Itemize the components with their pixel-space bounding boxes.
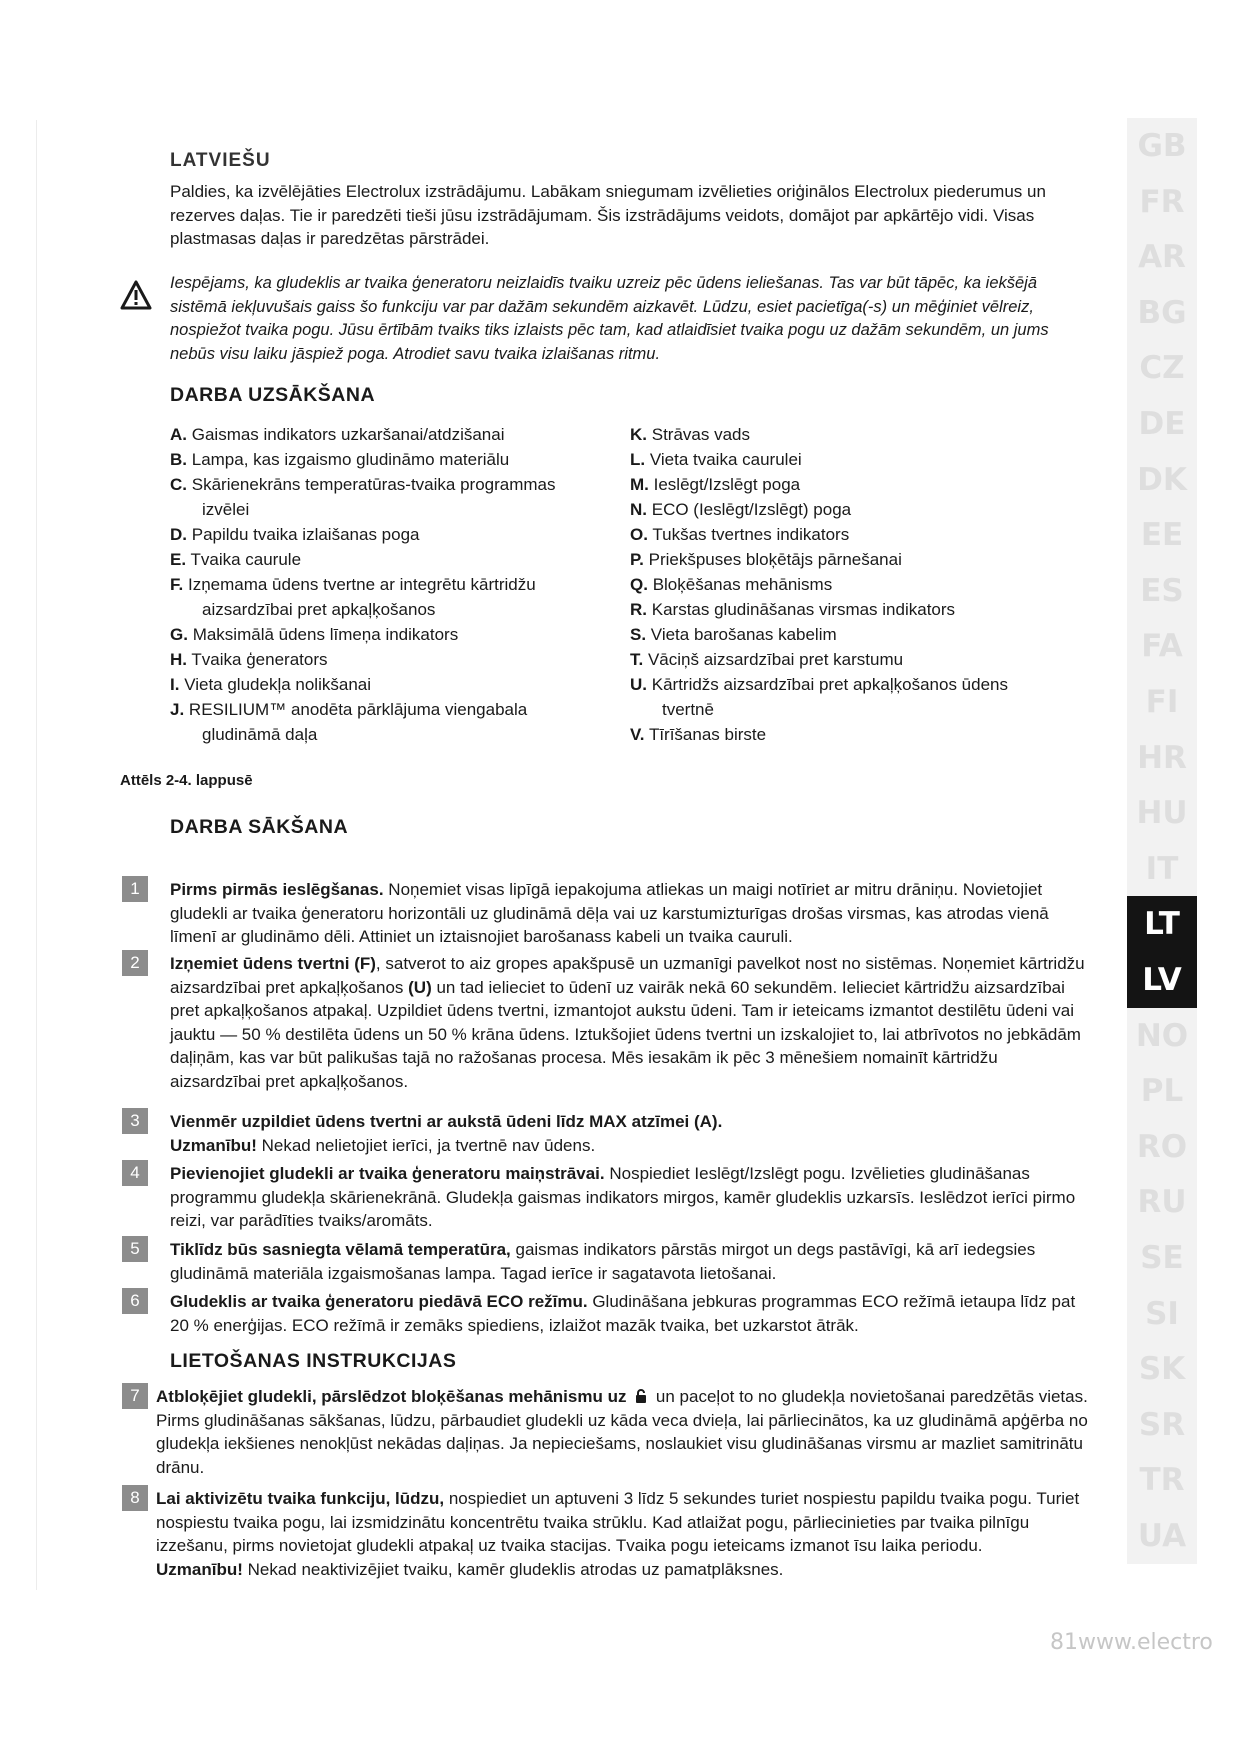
part-item xyxy=(630,722,1090,747)
part-letter: K. xyxy=(630,425,647,444)
part-item xyxy=(630,497,1090,522)
language-tab-es[interactable]: ES xyxy=(1140,572,1184,609)
part-item xyxy=(630,522,1090,547)
step-7 xyxy=(156,1385,1096,1479)
usage-title: LIETOŠANAS INSTRUKCIJAS xyxy=(170,1350,457,1372)
part-letter: R. xyxy=(630,600,647,619)
step-8-warning-label: Uzmanību! xyxy=(156,1559,243,1579)
language-tab-tr[interactable]: TR xyxy=(1139,1462,1185,1499)
step-3-bold: Vienmēr uzpildiet ūdens tvertni ar aukstā ūdeni līdz MAX atzīmei (A). xyxy=(170,1112,723,1131)
part-item xyxy=(170,422,610,447)
part-text: Tīrīšanas birste xyxy=(648,725,767,744)
part-letter: U. xyxy=(630,675,647,694)
step-6-bold: Gludeklis ar tvaika ģeneratoru piedāvā ECO režīmu. xyxy=(170,1292,588,1311)
step-5 xyxy=(170,1238,1090,1285)
part-text: Izņemama ūdens tvertne ar integrētu kārtridžu xyxy=(187,575,536,594)
language-tab-si[interactable]: SI xyxy=(1145,1295,1179,1332)
step-3-bold-2: Uzmanību! xyxy=(170,1135,257,1155)
part-letter: H. xyxy=(170,650,187,669)
part-item xyxy=(630,647,1090,672)
part-text-continued: izvēlei xyxy=(202,500,250,519)
getting-started-title: DARBA UZSĀKŠANA xyxy=(170,384,376,406)
part-item xyxy=(630,597,1090,622)
part-letter: A. xyxy=(170,425,187,444)
part-item xyxy=(630,547,1090,572)
part-text: ECO (Ieslēgt/Izslēgt) poga xyxy=(651,500,852,519)
language-tab-lt[interactable]: LT xyxy=(1127,896,1197,952)
step-8-bold: Lai aktivizētu tvaika funkciju, lūdzu, xyxy=(156,1489,445,1508)
part-item xyxy=(170,447,610,472)
language-tab-ro[interactable]: RO xyxy=(1136,1128,1188,1165)
step-5-bold: Tiklīdz būs sasniegta vēlamā temperatūra, xyxy=(170,1240,511,1259)
part-letter: T. xyxy=(630,650,644,669)
step-number-2: 2 xyxy=(122,950,148,976)
step-number-5: 5 xyxy=(122,1236,148,1262)
part-letter: G. xyxy=(170,625,188,644)
language-tab-de[interactable]: DE xyxy=(1138,406,1186,442)
step-7-bold: Atbloķējiet gludekli, pārslēdzot bloķēšanas mehānismu uz xyxy=(156,1387,627,1406)
warning-icon xyxy=(120,280,152,310)
language-tab-bar xyxy=(1127,118,1197,1564)
language-tab-lv[interactable]: LV xyxy=(1127,952,1197,1008)
part-text: Strāvas vads xyxy=(651,425,750,444)
part-item xyxy=(630,472,1090,497)
language-tab-ee[interactable]: EE xyxy=(1140,517,1184,554)
part-letter: S. xyxy=(630,625,647,644)
step-3 xyxy=(170,1110,1090,1157)
step-number-7: 7 xyxy=(122,1383,148,1409)
language-tab-sr[interactable]: SR xyxy=(1138,1406,1186,1443)
step-6 xyxy=(170,1290,1090,1337)
part-letter: O. xyxy=(630,525,648,544)
part-letter: E. xyxy=(170,550,187,569)
part-text: Skārienekrāns temperatūras-tvaika programmas xyxy=(191,475,556,494)
part-item xyxy=(630,422,1090,447)
step-number-4: 4 xyxy=(122,1160,148,1186)
part-text: Vieta barošanas kabelim xyxy=(650,625,837,644)
language-tab-no[interactable]: NO xyxy=(1135,1017,1189,1054)
part-text-continued: tvertnē xyxy=(662,700,714,719)
language-tab-gb[interactable]: GB xyxy=(1137,128,1187,164)
part-item xyxy=(170,572,610,597)
part-text: Bloķēšanas mehānisms xyxy=(652,575,833,594)
language-tab-pl[interactable]: PL xyxy=(1140,1073,1184,1110)
part-text: Ieslēgt/Izslēgt poga xyxy=(653,475,801,494)
step-1-bold: Pirms pirmās ieslēgšanas. xyxy=(170,880,384,899)
section-title: LATVIEŠU xyxy=(170,150,271,171)
step-3-text-2: Nekad nelietojiet ierīci, ja tvertnē nav ūdens. xyxy=(256,1135,596,1155)
step-number-1: 1 xyxy=(122,876,148,902)
part-letter: L. xyxy=(630,450,646,469)
language-tab-ru[interactable]: RU xyxy=(1137,1184,1187,1221)
step-8-warning-text: Nekad neaktivizējiet tvaiku, kamēr gludeklis atrodas uz pamatplāksnes. xyxy=(242,1559,784,1579)
part-text: Gaismas indikators uzkaršanai/atdzišanai xyxy=(191,425,505,444)
parts-list-right xyxy=(630,422,1090,747)
part-item xyxy=(630,572,1090,597)
step-2-bold-2: (U) xyxy=(408,977,432,997)
step-4-bold: Pievienojiet gludekli ar tvaika ģeneratoru maiņstrāvai. xyxy=(170,1164,605,1183)
part-text-continued: gludināmā daļa xyxy=(202,725,318,744)
part-item xyxy=(630,672,1090,697)
part-text: Vieta gludekļa nolikšanai xyxy=(184,675,372,694)
part-item xyxy=(170,672,610,697)
language-tab-fi[interactable]: FI xyxy=(1145,684,1179,720)
part-text: Kārtridžs aizsardzībai pret apkaļķošanos ūdens xyxy=(651,675,1008,694)
part-letter: B. xyxy=(170,450,187,469)
part-letter: N. xyxy=(630,500,647,519)
step-2 xyxy=(170,952,1090,1093)
step-2-text: , satverot to aiz gropes apakšpusē un uzmanīgi pavelkot nost no sistēmas. Noņemiet kārtridžu aizsardzībai pret apkaļķošanos xyxy=(170,954,1085,997)
part-item xyxy=(630,447,1090,472)
page-footer: 81www.electro xyxy=(1050,1630,1213,1655)
part-text-continued: aizsardzībai pret apkaļķošanos xyxy=(202,600,436,619)
part-text: Karstas gludināšanas virsmas indikators xyxy=(651,600,956,619)
step-1 xyxy=(170,878,1090,949)
step-1-text: Noņemiet visas lipīgā iepakojuma atliekas un maigi notīriet ar mitru drāniņu. Novietojiet gludekli ar tvaika ģeneratoru horizontāli uz gludināmā dēļa vai uz karstumizturīgas drošas virsmas, kas atrodas vienā līmenī ar gludināmo dēli. Attiniet un iztaisnojiet barošanass kabeli un tvaika cauruli. xyxy=(170,880,1049,946)
part-letter: I. xyxy=(170,675,180,694)
language-tab-it[interactable]: IT xyxy=(1145,850,1179,887)
step-8-text: nospiediet un aptuveni 3 līdz 5 sekundes turiet nospiestu papildu tvaika pogu. Turiet nospiestu tvaika pogu, lai izsmidzinātu koncentrētu tvaika strūklu. Kad atlaižat pogu, pārliecinieties par tvaika pilnīgu izzešanu, pirms novietojat gludekli atpakaļ uz tvaika stacijas. Tvaika pogu ieteicams izmanot īsu laika periodu. xyxy=(156,1489,1080,1555)
part-text: Priekšpuses bloķētājs pārnešanai xyxy=(648,550,902,569)
figure-reference: Attēls 2-4. lappusē xyxy=(120,772,253,789)
part-letter: C. xyxy=(170,475,187,494)
language-tab-se[interactable]: SE xyxy=(1140,1240,1184,1276)
language-tab-ar[interactable]: AR xyxy=(1138,239,1186,276)
part-letter: M. xyxy=(630,475,649,494)
part-letter: Q. xyxy=(630,575,648,594)
language-tab-sk[interactable]: SK xyxy=(1138,1351,1186,1388)
part-letter: V. xyxy=(630,725,645,744)
parts-list-left xyxy=(170,422,610,747)
part-text: Maksimālā ūdens līmeņa indikators xyxy=(192,625,459,644)
page-edge-rule xyxy=(36,120,37,1590)
part-item xyxy=(630,622,1090,647)
part-text: Tukšas tvertnes indikators xyxy=(652,525,850,544)
language-tab-fr[interactable]: FR xyxy=(1139,183,1185,220)
step-2-text-2: un tad ielieciet to ūdenī uz vairāk nekā 60 sekundēm. Ielieciet kārtridžu aizsardzībai pret apkaļķošanos atpakaļ. Uzpildiet ūdens tvertni, izmantojot aukstu ūdeni. Tam ir ieteicams izmantot destilētu ūdeni vai jauktu — 50 % destilēta ūdens un 50 % krāna ūdens. Iztukšojiet ūdens tvertni un izskalojiet to, lai atbrīvotos no jebkādām daļiņām, kas var būt palikušas tajā no ražošanas procesa. Mēs iesakām ik pēc 3 mēnešiem nomainīt kārtridžu aizsardzībai pret apkaļķošanos. xyxy=(170,977,1081,1091)
part-text: Tvaika ģenerators xyxy=(191,650,328,669)
step-number-8: 8 xyxy=(122,1485,148,1511)
part-text: Vieta tvaika caurulei xyxy=(649,450,802,469)
part-item xyxy=(170,697,610,722)
part-item xyxy=(170,647,610,672)
part-text: Lampa, kas izgaismo gludināmo materiālu xyxy=(191,450,510,469)
step-number-3: 3 xyxy=(122,1108,148,1134)
step-4-text: Nospiediet Ieslēgt/Izslēgt pogu. Izvēlieties gludināšanas programmu gludekļa skārienekrānā. Gludekļa gaismas indikators mirgos, kamēr gludeklis uzkarsīs. Ieslēdzot ierīci pirmo reizi, var parādīties tvaiks/aromāts. xyxy=(170,1164,1076,1230)
unlock-icon xyxy=(635,1389,647,1403)
step-2-bold: Izņemiet ūdens tvertni (F) xyxy=(170,954,376,973)
step-number-6: 6 xyxy=(122,1288,148,1314)
part-text: Tvaika caurule xyxy=(190,550,302,569)
step-8 xyxy=(156,1487,1096,1581)
part-text: Papildu tvaika izlaišanas poga xyxy=(191,525,420,544)
part-letter: J. xyxy=(170,700,185,719)
part-item xyxy=(170,547,610,572)
language-tab-dk[interactable]: DK xyxy=(1137,461,1187,498)
part-letter: F. xyxy=(170,575,184,594)
language-tab-hr[interactable]: HR xyxy=(1137,739,1187,776)
start-title: DARBA SĀKŠANA xyxy=(170,816,349,838)
language-tab-bg[interactable]: BG xyxy=(1137,294,1187,331)
step-4 xyxy=(170,1162,1090,1233)
step-6-text: Gludināšana jebkuras programmas ECO režīmā ietaupa līdz pat 20 % enerģijas. ECO režīmā ir zemāks spiediens, izlaižot mazāk tvaika, bet uzkarstot ātrāk. xyxy=(170,1292,1076,1335)
part-text: Vāciņš aizsardzībai pret karstumu xyxy=(647,650,904,669)
step-5-text: gaismas indikators pārstās mirgot un degs pastāvīgi, kā arī iedegsies gludināmā materiāla izgaismošanas lampa. Tagad ierīce ir sagatavota lietošanai. xyxy=(170,1240,1036,1283)
language-tab-ua[interactable]: UA xyxy=(1137,1518,1187,1554)
step-7-text: un paceļot to no gludekļa novietošanai paredzētās vietas. Pirms gludināšanas sākšanas, lūdzu, pārbaudiet gludekli uz kāda veca dvieļa, lai pārliecinātos, ka uz gludināmā apģērba no gludekļa iekšienes nenokļūst nekādas daļiņas. Ja nepieciešams, noslaukiet visu gludināšanas virsmu ar mazliet samitrinātu drānu. xyxy=(156,1387,1088,1477)
language-tab-cz[interactable]: CZ xyxy=(1139,350,1185,387)
language-tab-hu[interactable]: HU xyxy=(1136,795,1188,832)
part-text: RESILIUM™ anodēta pārklājuma viengabala xyxy=(188,700,528,719)
language-tab-fa[interactable]: FA xyxy=(1141,628,1183,665)
part-item xyxy=(170,472,610,497)
part-item xyxy=(170,622,610,647)
part-item xyxy=(170,522,610,547)
part-letter: P. xyxy=(630,550,644,569)
part-letter: D. xyxy=(170,525,187,544)
intro-paragraph: Paldies, ka izvēlējāties Electrolux izstrādājumu. Labākam sniegumam izvēlieties oriģinālos Electrolux piederumus un rezerves daļas. Tie ir paredzēti tieši jūsu izstrādājumam. Šis izstrādājums veidots, domājot par apkārtējo vidi. Visas plastmasas daļas ir paredzētas pārstrādei. xyxy=(170,182,1046,248)
warning-text: Iespējams, ka gludeklis ar tvaika ģeneratoru neizlaidīs tvaiku uzreiz pēc ūdens ieliešanas. Tas var būt tāpēc, ka iekšējā sistēmā iekļuvušais gaiss šo funkciju var par dažām sekundēm aizkavēt. Lūdzu, esiet pacietīga(-s) un mēģiniet vēlreiz, nospiežot tvaika pogu. Jūsu ērtībām tvaiks tiks izlaists pēc tam, kad atlaidīsiet tvaika pogu uz dažām sekundēm, un jums nebūs visu laiku jāspiež poga. Atrodiet savu tvaika izlaišanas ritmu. xyxy=(170,274,1049,363)
